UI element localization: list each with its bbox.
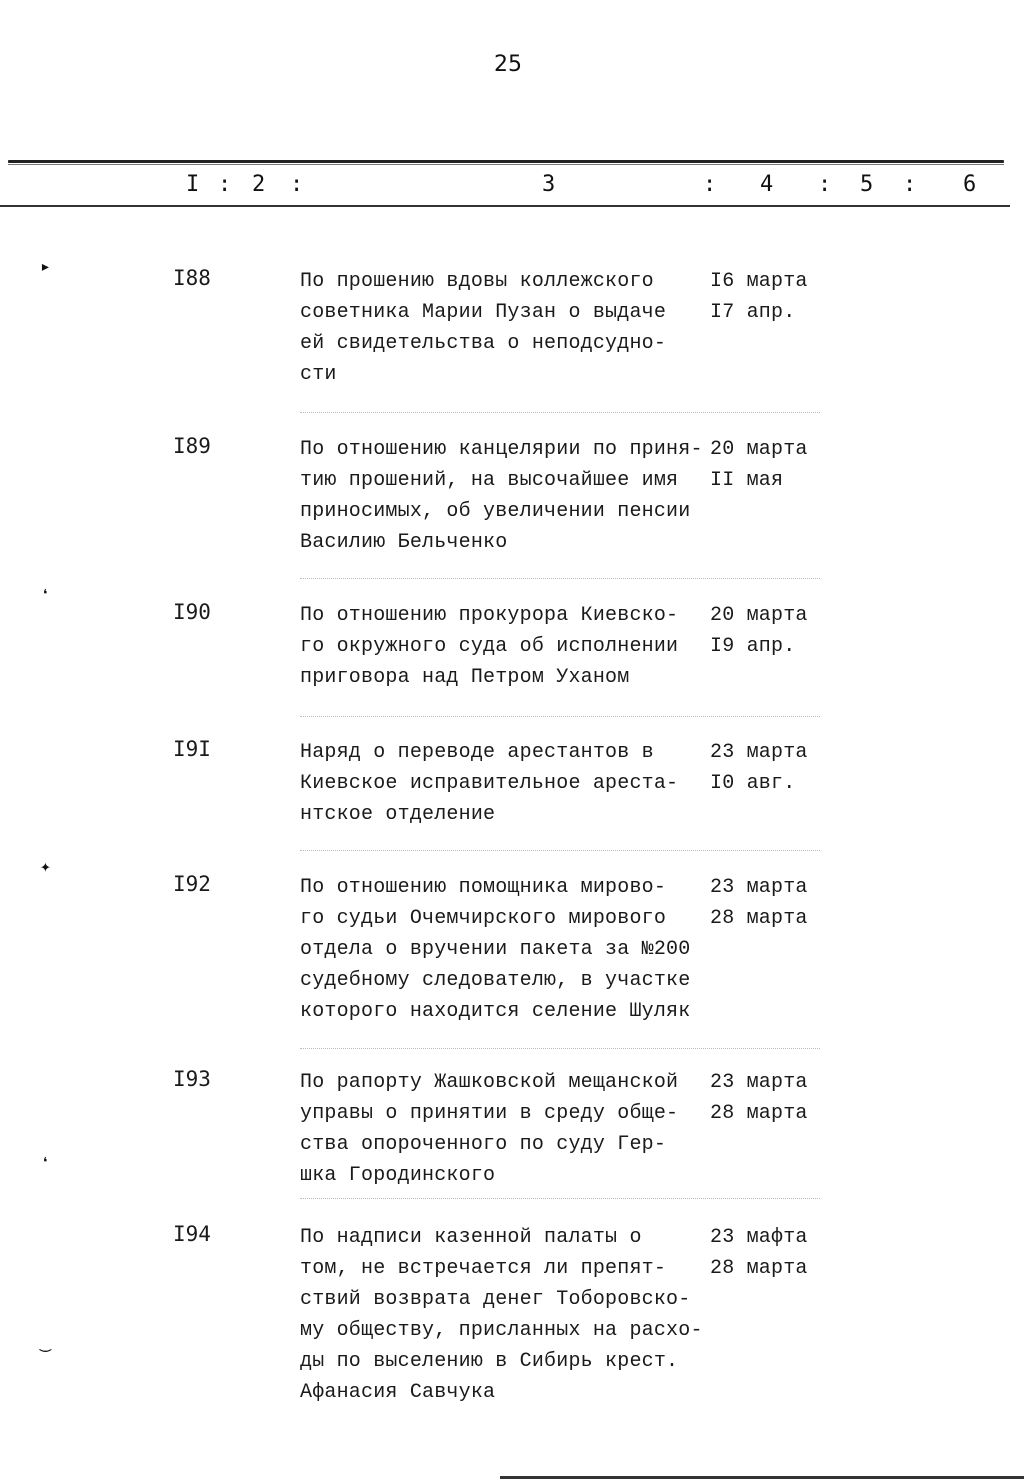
start-date: 23 марта xyxy=(710,876,808,899)
start-date: 20 марта xyxy=(710,438,808,461)
description-line: приносимых, об увеличении пенсии xyxy=(300,500,691,523)
entry-description xyxy=(300,266,720,390)
description-line: По надписи казенной палаты о xyxy=(300,1226,642,1249)
entry-description xyxy=(300,1067,720,1191)
entry-number: I92 xyxy=(173,872,211,896)
description-line: По отношению помощника мирово- xyxy=(300,876,667,899)
description-line: ствий возврата денег Тоборовско- xyxy=(300,1288,691,1311)
description-line: Василию Бельченко xyxy=(300,531,508,554)
column-header-3: 3 xyxy=(542,172,556,197)
description-line: шка Городинского xyxy=(300,1164,496,1187)
end-date: I7 апр. xyxy=(710,301,796,324)
description-line: судебному следователю, в участке xyxy=(300,969,691,992)
end-date: II мая xyxy=(710,469,784,492)
column-header-6: 6 xyxy=(963,172,977,197)
end-date: 28 марта xyxy=(710,907,808,930)
entry-dates xyxy=(710,737,850,799)
description-line: советника Марии Пузан о выдаче xyxy=(300,301,667,324)
margin-mark-icon: ❛ xyxy=(40,1156,51,1176)
entry-dates xyxy=(710,434,850,496)
entry-dates xyxy=(710,266,850,328)
header-rule-top xyxy=(8,160,1004,163)
start-date: 23 марта xyxy=(710,1071,808,1094)
column-divider: : xyxy=(290,172,304,197)
header-rule-bottom xyxy=(0,205,1010,207)
description-line: которого находится селение Шуляк xyxy=(300,1000,691,1023)
column-divider: : xyxy=(703,172,717,197)
entry-dates xyxy=(710,872,850,934)
description-line: Киевское исправительное ареста- xyxy=(300,772,679,795)
entry-separator xyxy=(300,1198,820,1199)
end-date: I9 апр. xyxy=(710,635,796,658)
entry-separator xyxy=(300,1048,820,1049)
end-date: I0 авг. xyxy=(710,772,796,795)
description-line: тию прошений, на высочайшее имя xyxy=(300,469,679,492)
description-line: му обществу, присланных на расхо- xyxy=(300,1319,703,1342)
column-divider: : xyxy=(818,172,832,197)
description-line: управы о принятии в среду обще- xyxy=(300,1102,679,1125)
entry-description xyxy=(300,434,720,558)
description-line: ства опороченного по суду Гер- xyxy=(300,1133,667,1156)
entry-number: I88 xyxy=(173,266,211,290)
column-header-2: 2 xyxy=(252,172,266,197)
entry-dates xyxy=(710,600,850,662)
description-line: сти xyxy=(300,363,337,386)
description-line: отдела о вручении пакета за №200 xyxy=(300,938,691,961)
column-divider: : xyxy=(218,172,232,197)
description-line: го судьи Очемчирского мирового xyxy=(300,907,667,930)
header-rule-top-thin xyxy=(8,164,1004,165)
description-line: Афанасия Савчука xyxy=(300,1381,496,1404)
entry-separator xyxy=(300,412,820,413)
end-date: 28 марта xyxy=(710,1102,808,1125)
description-line: По рапорту Жашковской мещанской xyxy=(300,1071,679,1094)
description-line: ей свидетельства о неподсудно- xyxy=(300,332,667,355)
description-line: том, не встречается ли препят- xyxy=(300,1257,667,1280)
start-date: 23 марта xyxy=(710,741,808,764)
entry-number: I89 xyxy=(173,434,211,458)
description-line: По отношению канцелярии по приня- xyxy=(300,438,703,461)
entry-number: I93 xyxy=(173,1067,211,1091)
entry-dates xyxy=(710,1067,850,1129)
entry-description xyxy=(300,600,720,693)
start-date: 23 мафта xyxy=(710,1226,808,1249)
margin-mark-icon: ✦ xyxy=(40,858,51,878)
description-line: По прошению вдовы коллежского xyxy=(300,270,654,293)
entry-number: I94 xyxy=(173,1222,211,1246)
entry-number: I90 xyxy=(173,600,211,624)
entry-number: I9I xyxy=(173,737,211,761)
start-date: 20 марта xyxy=(710,604,808,627)
entry-separator xyxy=(300,850,820,851)
margin-mark-icon: ▸ xyxy=(40,258,51,278)
end-date: 28 марта xyxy=(710,1257,808,1280)
column-header-5: 5 xyxy=(860,172,874,197)
page-number: 25 xyxy=(494,52,522,77)
description-line: По отношению прокурора Киевско- xyxy=(300,604,679,627)
entry-description xyxy=(300,872,720,1027)
margin-mark-icon: ‿ xyxy=(40,1334,51,1354)
description-line: ды по выселению в Сибирь крест. xyxy=(300,1350,679,1373)
column-divider: : xyxy=(903,172,917,197)
margin-mark-icon: ❛ xyxy=(40,588,51,608)
entry-description xyxy=(300,737,720,830)
entry-separator xyxy=(300,716,820,717)
column-header-I: I xyxy=(186,172,200,197)
start-date: I6 марта xyxy=(710,270,808,293)
entry-separator xyxy=(300,578,820,579)
description-line: нтское отделение xyxy=(300,803,496,826)
entry-dates xyxy=(710,1222,850,1284)
description-line: Наряд о переводе арестантов в xyxy=(300,741,654,764)
description-line: го окружного суда об исполнении xyxy=(300,635,679,658)
column-header-4: 4 xyxy=(760,172,774,197)
entry-description xyxy=(300,1222,720,1408)
description-line: приговора над Петром Уханом xyxy=(300,666,630,689)
